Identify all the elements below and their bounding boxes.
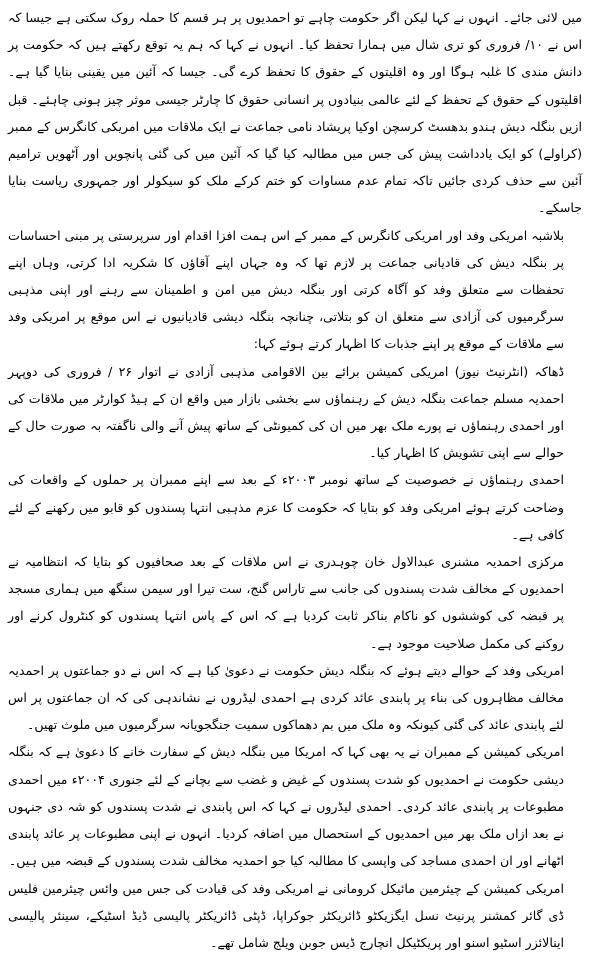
paragraph-7: امریکی کمیشن کے ممبران نے یہ بھی کہا کہ امریکا میں بنگلہ دیش کے سفارت خانے کا دعویٰ ہے کہ بنگلہ دیشی حکومت نے احمدیوں کو شدت پسندوں کے غیض و غضب سے بچانے کے لئے جنوری ۲۰۰۴ء میں احمدی مطبوعات پر پابندی عائد کردی۔ احمدی لیڈروں نے کہا کہ اس پابندی نے شدت پسندوں کو شہ دی جنہوں نے بعد ازاں ملک بھر میں احمدیوں کے استحصال میں اضافہ کردیا۔ انہوں نے اپنی مطبوعات پر عائد پابندی اٹھانے اور ان احمدی مساجد کی واپسی کا مطالبہ کیا جو احمدیہ مخالف شدت پسندوں کے قبضہ میں ہیں۔ [8,738,582,874]
paragraph-6: امریکی وفد کے حوالے دیتے ہوئے کہ بنگلہ دیش حکومت نے دعویٰ کیا ہے کہ اس نے دو جماعتوں پر احمدیہ مخالف مظاہروں کی بناء پر پابندی عائد کردی ہے احمدی لیڈروں نے نشاندہی کی کہ ان جماعتوں پر اس لئے پابندی عائد کی گئی کیونکہ وہ ملک میں بم دھماکوں سمیت جنگجویانہ سرگرمیوں میں ملوث تھیں۔ [8,657,582,739]
paragraph-3-quote: ڈھاکہ (انٹرنیٹ نیوز) امریکی کمیشن برائے بین الاقوامی مذہبی آزادی نے اتوار ۲۶ / فروری کی دوپہر احمدیہ مسلم جماعت بنگلہ دیش کے رہنماؤں سے بخشی بازار میں واقع ان کے ہیڈ کوارٹر میں ملاقات کی اور احمدی رہنماؤں نے پورے ملک بھر میں ان کی کمیونٹی کے ساتھ پیش آنے والی ناگفتہ بہ صورت حال کے حوالے سے اپنی تشویش کا اظہار کیا۔ [8,358,582,467]
paragraph-2: بلاشبہ امریکی وفد اور امریکی کانگرس کے ممبر کے اس ہمت افزا اقدام اور سرپرستی پر مبنی احساسات پر بنگلہ دیش کی قادیانی جماعت پر لازم تھا کہ وہ جہاں اپنے آقاؤں کا شکریہ ادا کرتی، وہاں اپنے تحفظات سے متعلق وفد کو آگاہ کرتی اور بنگلہ دیش میں امن و اطمینان سے رہنے اور اپنی مذہبی سرگرمیوں کی آزادی سے متعلق ان کو بتلاتی، چنانچہ بنگلہ دیشی قادیانیوں نے اس موقع پر امریکی وفد سے ملاقات کے موقع پر اپنے جذبات کا اظہار کرتے ہوئے کہا: [8,222,582,358]
paragraph-5: مرکزی احمدیہ مشنری عبدالاول خان چوہدری نے اس ملاقات کے بعد صحافیوں کو بتایا کہ انتظامیہ نے احمدیوں کے مخالف شدت پسندوں کی جانب سے تاراس گنج، ست تیرا اور سیمن سنگھ میں ہماری مسجد پر قبضہ کی کوششوں کو ناکام بناکر ثابت کردیا ہے کہ اس کے پاس انتہا پسندوں کو کنٹرول کرنے اور روکنے کی مکمل صلاحیت موجود ہے۔ [8,548,582,657]
paragraph-8: امریکی کمیشن کے چیئرمین مائیکل کرومانی نے امریکی وفد کی قیادت کی جس میں وائس چیئرمین فلیس ڈی گائر کمشنر پرنیٹ نسل ایگزیکٹو ڈائریکٹر جوکراپا، ڈپٹی ڈائریکٹر پالیسی ڈیڈ اسٹیکے، سینئر پالیسی اینالائزر اسٹیو اسنو اور پریکٹیکل انچارج ڈیس جوبن ویلج شامل تھے۔ [8,875,582,956]
paragraph-4: احمدی رہنماؤں نے خصوصیت کے ساتھ نومبر ۲۰۰۳ء کے بعد سے اپنے ممبران پر حملوں کے واقعات کی وضاحت کرتے ہوئے امریکی وفد کو بتایا کہ حکومت کا عزم مذہبی انتہا پسندوں کو قابو میں رکھنے کے لئے کافی ہے۔ [8,466,582,548]
document-page [8,4,582,772]
paragraph-1: میں لائی جائے۔ انہوں نے کہا لیکن اگر حکومت چاہے تو احمدیوں پر ہر قسم کا حملہ روک سکتی ہے جیسا کہ اس نے ۱۰/ فروری کو تری شال میں ہمارا تحفظ کیا۔ انہوں نے کہا کہ ہم یہ توقع رکھتے ہیں کہ حکومت پر دانش مندی کا غلبہ ہوگا اور وہ اقلیتوں کے حقوق کا تحفظ کرے گی۔ جیسا کہ آئین میں یقینی بنایا گیا ہے۔ اقلیتوں کے حقوق کے تحفظ کے لئے عالمی بنیادوں پر انسانی حقوق کا چارٹر جیسی موثر چیز ہونی چاہئے۔ قبل ازیں بنگلہ دیش ہندو بدھسٹ کرسچن اوکیا پریشاد نامی جماعت نے ایک ملاقات میں امریکی کانگرس کے ممبر (کراولے) کو ایک یادداشت پیش کی جس میں مطالبہ کیا گیا کہ آئین میں کی گئی پانچویں اور آٹھویں ترامیم آئین سے حذف کردی جائیں تاکہ تمام عدم مساوات کو ختم کرکے ملک کو سیکولر اور جمہوری ریاست بنایا جاسکے۔ [8,4,582,222]
